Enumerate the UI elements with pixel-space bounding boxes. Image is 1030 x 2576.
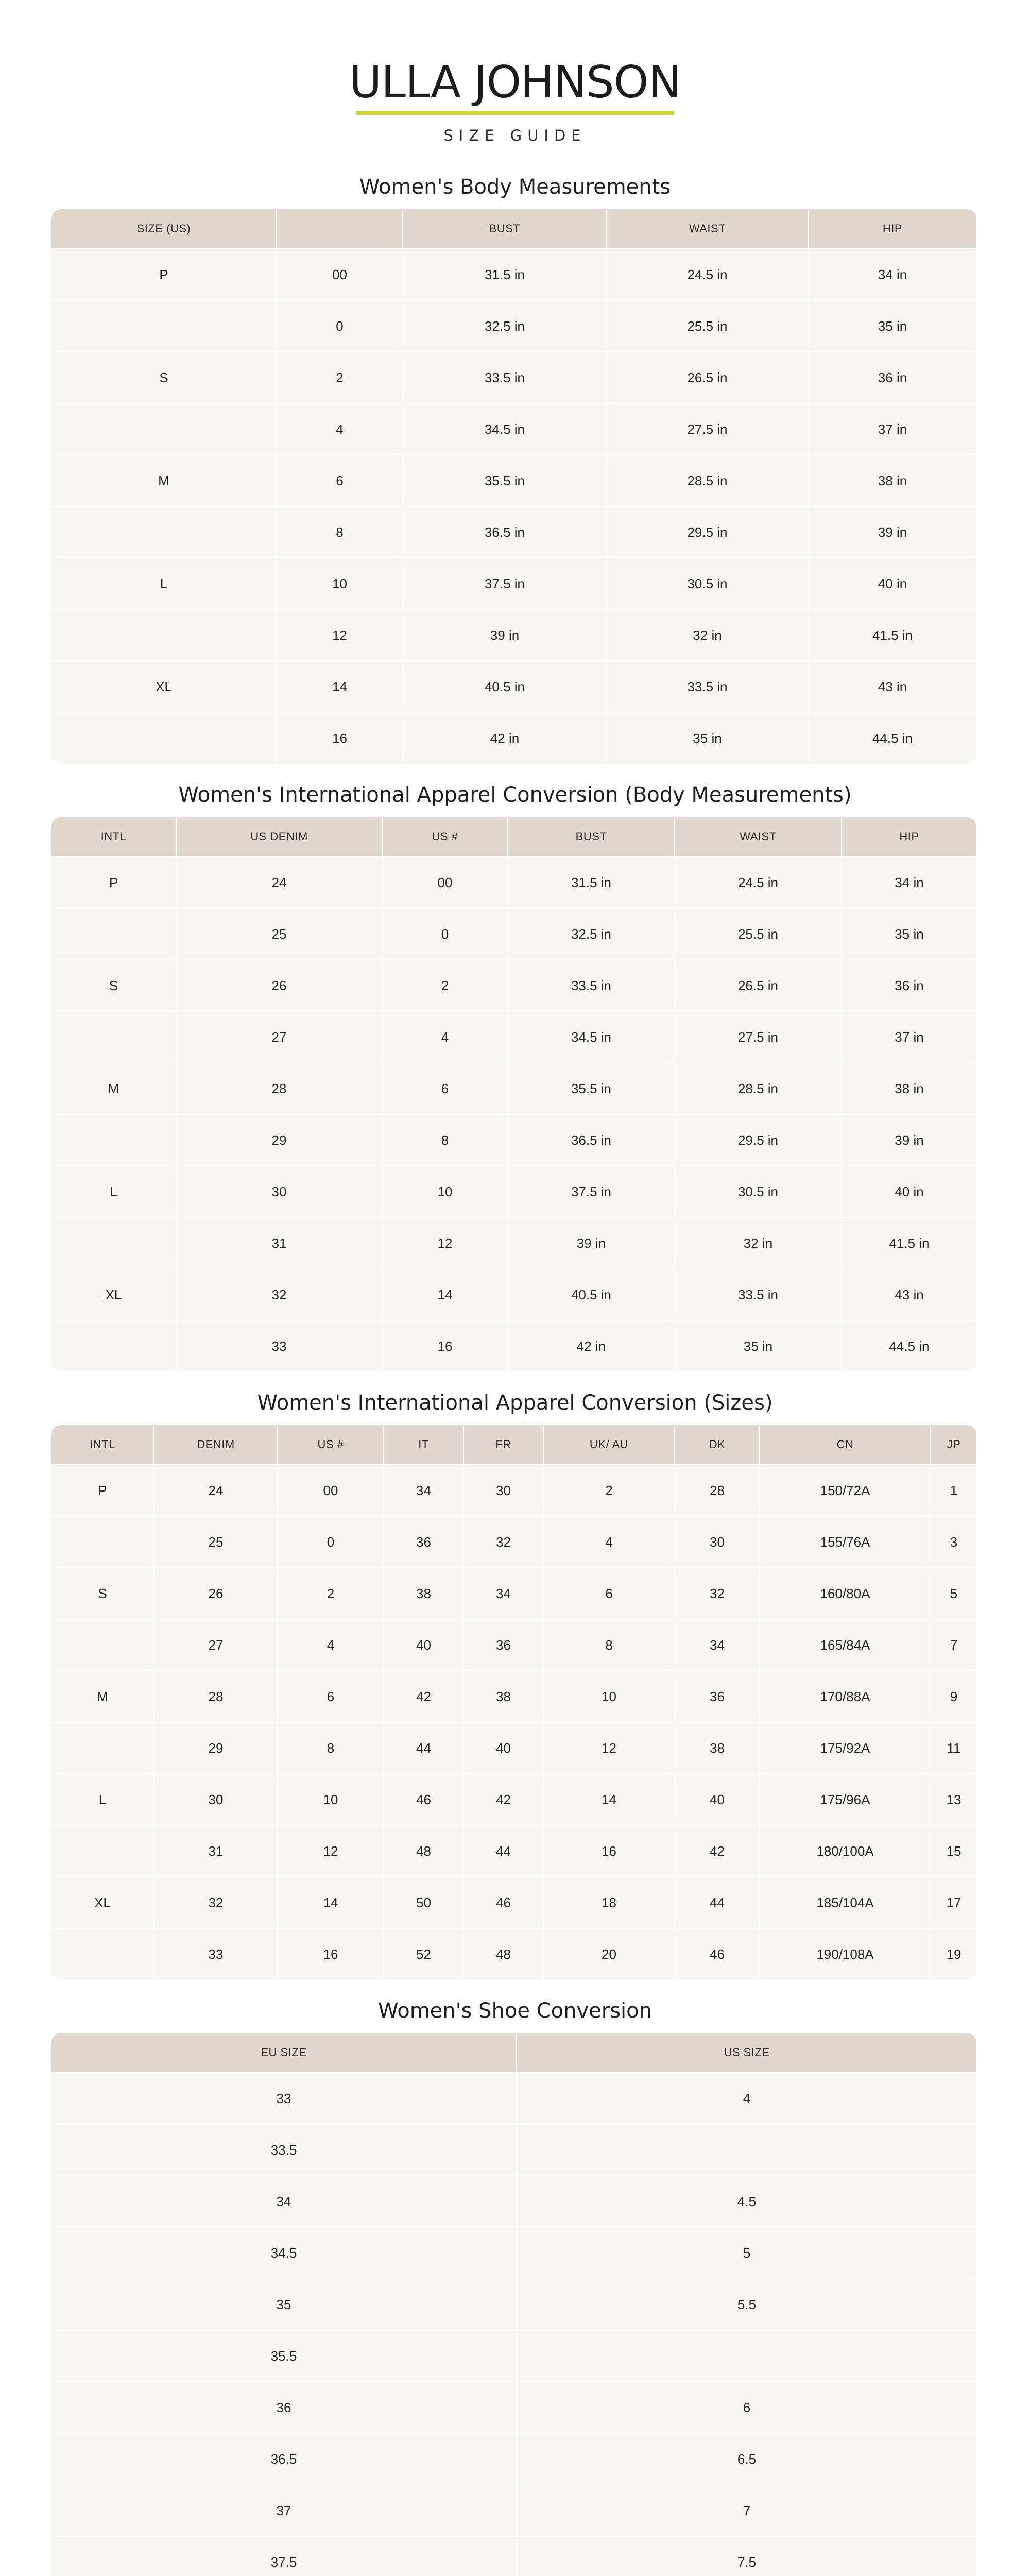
section-title-shoe-conversion: Women's Shoe Conversion bbox=[378, 1999, 652, 2023]
table-cell: 6.5 bbox=[516, 2434, 976, 2484]
table-row bbox=[52, 557, 976, 609]
column-header: WAIST bbox=[606, 209, 808, 248]
table-row bbox=[52, 1825, 976, 1876]
column-header: DK bbox=[674, 1425, 759, 1464]
table-cell: 44 bbox=[383, 1723, 463, 1773]
column-header: US DENIM bbox=[176, 817, 382, 856]
table-cell: 8 bbox=[543, 1620, 674, 1670]
table-header-row bbox=[52, 209, 976, 248]
table-cell: 34 bbox=[383, 1465, 463, 1516]
table-cell: 7.5 bbox=[516, 2537, 976, 2576]
column-header: US SIZE bbox=[516, 2033, 976, 2072]
table-cell: 25.5 in bbox=[674, 909, 841, 959]
table-row bbox=[52, 300, 976, 351]
table-cell: 4 bbox=[276, 404, 402, 454]
table-cell: 14 bbox=[276, 662, 402, 712]
table-cell: 35.5 in bbox=[402, 455, 606, 506]
table-cell: 25 bbox=[176, 909, 382, 959]
table-cell: 40 in bbox=[841, 1166, 976, 1217]
table-cell: 170/88A bbox=[759, 1671, 930, 1722]
table-cell: 12 bbox=[382, 1218, 507, 1268]
table-cell: 00 bbox=[276, 249, 402, 300]
table-intl-sizes bbox=[52, 1425, 976, 1979]
table-row bbox=[52, 1114, 976, 1165]
table-cell: 190/108A bbox=[759, 1929, 930, 1979]
table-cell: 42 bbox=[674, 1826, 759, 1876]
table-cell: 37 in bbox=[841, 1012, 976, 1062]
table-cell: L bbox=[98, 1791, 107, 1807]
table-cell: 32 in bbox=[606, 610, 808, 660]
table-cell: 24.5 in bbox=[606, 249, 808, 300]
table-row bbox=[52, 2433, 976, 2484]
table-row bbox=[52, 2227, 976, 2278]
table-cell: S bbox=[98, 1585, 107, 1601]
table-cell: 10 bbox=[543, 1671, 674, 1722]
table-cell: 16 bbox=[277, 1929, 383, 1979]
table-cell: 34 bbox=[463, 1568, 543, 1619]
table-cell bbox=[52, 1723, 153, 1773]
table-header-row bbox=[52, 1425, 976, 1464]
table-cell: 33.5 in bbox=[507, 960, 674, 1011]
table-row bbox=[52, 454, 976, 506]
table-cell: 41.5 in bbox=[808, 610, 976, 660]
table-cell: 32 bbox=[463, 1517, 543, 1567]
table-cell: 31 bbox=[153, 1826, 277, 1876]
table-cell: 43 in bbox=[808, 662, 976, 712]
table-cell: 36 bbox=[276, 2399, 291, 2415]
table-cell: 36.5 in bbox=[507, 1115, 674, 1165]
table-cell: 37.5 in bbox=[507, 1166, 674, 1217]
table-cell: 42 in bbox=[507, 1321, 674, 1371]
table-cell: 33 bbox=[153, 1929, 277, 1979]
table-cell: 30 bbox=[674, 1517, 759, 1567]
table-row bbox=[52, 1773, 976, 1825]
table-cell: 34 bbox=[276, 2193, 291, 2209]
table-cell: M bbox=[158, 472, 169, 488]
table-row bbox=[52, 1567, 976, 1619]
table-cell: 5.5 bbox=[516, 2279, 976, 2330]
table-cell: 36 in bbox=[841, 960, 976, 1011]
table-cell: 0 bbox=[277, 1517, 383, 1567]
column-header: WAIST bbox=[674, 817, 841, 856]
table-row bbox=[52, 959, 976, 1011]
column-header: INTL bbox=[100, 830, 127, 843]
table-cell bbox=[52, 1218, 176, 1268]
table-row bbox=[52, 1268, 976, 1320]
table-cell: 32 in bbox=[674, 1218, 841, 1268]
table-cell: 4 bbox=[277, 1620, 383, 1670]
table-cell bbox=[52, 301, 276, 351]
table-shoe-conversion bbox=[52, 2033, 976, 2576]
table-cell: 32.5 in bbox=[402, 301, 606, 351]
table-cell: 30 bbox=[176, 1166, 382, 1217]
table-cell: 150/72A bbox=[759, 1465, 930, 1516]
column-header: JP bbox=[930, 1425, 976, 1464]
column-header: US # bbox=[277, 1425, 383, 1464]
table-cell: 0 bbox=[276, 301, 402, 351]
section-title-intl-body-measurements: Women's International Apparel Conversion (Body Measurements) bbox=[178, 783, 852, 807]
table-cell: 34 in bbox=[808, 249, 976, 300]
table-cell: 38 bbox=[383, 1568, 463, 1619]
table-cell: 6 bbox=[543, 1568, 674, 1619]
table-row bbox=[52, 2484, 976, 2536]
table-cell: 38 in bbox=[808, 455, 976, 506]
table-cell: 28 bbox=[153, 1671, 277, 1722]
table-cell: 34.5 in bbox=[402, 404, 606, 454]
table-cell: 24 bbox=[153, 1465, 277, 1516]
table-cell: 34 bbox=[674, 1620, 759, 1670]
table-cell: 37.5 bbox=[270, 2554, 297, 2570]
table-cell: 10 bbox=[276, 558, 402, 609]
table-cell: S bbox=[109, 977, 118, 993]
table-cell: 00 bbox=[382, 857, 507, 908]
table-cell: 39 in bbox=[841, 1115, 976, 1165]
table-cell: 42 bbox=[463, 1774, 543, 1825]
table-cell: 48 bbox=[383, 1826, 463, 1876]
table-cell: 33.5 bbox=[270, 2142, 297, 2158]
table-cell: 28 bbox=[674, 1465, 759, 1516]
table-cell: 2 bbox=[382, 960, 507, 1011]
table-cell: 12 bbox=[276, 610, 402, 660]
table-cell: 14 bbox=[543, 1774, 674, 1825]
table-cell: 20 bbox=[543, 1929, 674, 1979]
table-cell: 33.5 in bbox=[674, 1269, 841, 1320]
table-cell: 7 bbox=[516, 2485, 976, 2536]
table-cell: 0 bbox=[382, 909, 507, 959]
table-cell bbox=[52, 507, 276, 557]
table-cell: 28.5 in bbox=[606, 455, 808, 506]
table-cell: 40 bbox=[674, 1774, 759, 1825]
table-cell: 24 bbox=[176, 857, 382, 908]
table-row bbox=[52, 403, 976, 454]
table-cell: 35 bbox=[276, 2296, 291, 2312]
table-cell: 25 bbox=[153, 1517, 277, 1567]
table-cell: S bbox=[159, 369, 168, 385]
table-row bbox=[52, 1516, 976, 1567]
table-cell bbox=[52, 1620, 153, 1670]
table-cell: 19 bbox=[930, 1929, 976, 1979]
table-cell: 175/92A bbox=[759, 1723, 930, 1773]
table-row bbox=[52, 1217, 976, 1268]
column-header: BUST bbox=[507, 817, 674, 856]
table-cell: 42 in bbox=[402, 713, 606, 764]
table-cell: 27.5 in bbox=[606, 404, 808, 454]
table-header-row bbox=[52, 2033, 976, 2072]
table-row bbox=[52, 660, 976, 712]
table-cell: 175/96A bbox=[759, 1774, 930, 1825]
table-cell: 29.5 in bbox=[606, 507, 808, 557]
table-cell: 15 bbox=[930, 1826, 976, 1876]
table-cell: 37 in bbox=[808, 404, 976, 454]
table-row bbox=[52, 1011, 976, 1062]
table-row bbox=[52, 609, 976, 660]
table-cell: 2 bbox=[543, 1465, 674, 1516]
table-cell: 4 bbox=[516, 2073, 976, 2124]
column-header: HIP bbox=[841, 817, 976, 856]
table-cell: 34.5 bbox=[270, 2245, 297, 2261]
table-intl-body-measurements bbox=[52, 817, 976, 1371]
table-cell: 46 bbox=[383, 1774, 463, 1825]
table-cell: 16 bbox=[276, 713, 402, 764]
table-cell: 2 bbox=[276, 352, 402, 403]
table-row bbox=[52, 1165, 976, 1217]
table-cell: 12 bbox=[543, 1723, 674, 1773]
page-header bbox=[0, 0, 1030, 165]
table-row bbox=[52, 712, 976, 764]
table-cell bbox=[516, 2125, 976, 2175]
table-cell: 35.5 in bbox=[507, 1063, 674, 1114]
table-cell: 36 bbox=[383, 1517, 463, 1567]
table-cell: 44 bbox=[463, 1826, 543, 1876]
table-cell: 37 bbox=[276, 2502, 291, 2518]
table-cell: 26 bbox=[176, 960, 382, 1011]
table-cell: P bbox=[98, 1482, 107, 1498]
table-cell: 36.5 bbox=[270, 2451, 297, 2467]
table-cell: 33.5 in bbox=[606, 662, 808, 712]
table-row bbox=[52, 1928, 976, 1979]
table-cell: 35 in bbox=[841, 909, 976, 959]
table-row bbox=[52, 1320, 976, 1371]
table-cell: 11 bbox=[930, 1723, 976, 1773]
table-cell: 50 bbox=[383, 1877, 463, 1928]
table-cell: M bbox=[97, 1688, 108, 1704]
column-header: EU SIZE bbox=[261, 2046, 307, 2059]
table-cell: 31 bbox=[176, 1218, 382, 1268]
table-cell bbox=[52, 1321, 176, 1371]
table-cell bbox=[52, 909, 176, 959]
table-cell: 41.5 in bbox=[841, 1218, 976, 1268]
table-row bbox=[52, 1062, 976, 1114]
table-row bbox=[52, 248, 976, 300]
table-cell: 27 bbox=[153, 1620, 277, 1670]
table-cell: 4.5 bbox=[516, 2176, 976, 2227]
table-cell: 14 bbox=[382, 1269, 507, 1320]
table-cell: 26 bbox=[153, 1568, 277, 1619]
table-row bbox=[52, 908, 976, 959]
table-cell: 36.5 in bbox=[402, 507, 606, 557]
table-cell: 42 bbox=[383, 1671, 463, 1722]
table-cell: 48 bbox=[463, 1929, 543, 1979]
table-cell: 25.5 in bbox=[606, 301, 808, 351]
table-cell: 35 in bbox=[808, 301, 976, 351]
table-cell bbox=[52, 610, 276, 660]
table-cell: 40 bbox=[463, 1723, 543, 1773]
table-row bbox=[52, 1619, 976, 1670]
table-row bbox=[52, 1670, 976, 1722]
table-cell: 00 bbox=[277, 1465, 383, 1516]
table-cell: 18 bbox=[543, 1877, 674, 1928]
table-cell: 3 bbox=[930, 1517, 976, 1567]
table-cell: 29.5 in bbox=[674, 1115, 841, 1165]
table-cell: 37.5 in bbox=[402, 558, 606, 609]
table-cell bbox=[52, 1929, 153, 1979]
table-cell: 40.5 in bbox=[402, 662, 606, 712]
table-body-measurements bbox=[52, 209, 976, 764]
brand-logo: ULLA JOHNSON bbox=[349, 57, 681, 108]
column-header: CN bbox=[759, 1425, 930, 1464]
table-cell bbox=[52, 1115, 176, 1165]
table-cell: L bbox=[160, 575, 168, 591]
table-cell: 33.5 in bbox=[402, 352, 606, 403]
table-cell: XL bbox=[94, 1894, 111, 1910]
table-cell: 40 bbox=[383, 1620, 463, 1670]
table-cell: 30.5 in bbox=[674, 1166, 841, 1217]
column-header: US # bbox=[382, 817, 507, 856]
table-cell: 180/100A bbox=[759, 1826, 930, 1876]
table-row bbox=[52, 2381, 976, 2433]
table-cell: P bbox=[159, 266, 168, 282]
table-row bbox=[52, 2330, 976, 2381]
column-header bbox=[276, 209, 402, 248]
table-cell: 35.5 bbox=[270, 2348, 297, 2364]
section-title-intl-sizes: Women's International Apparel Conversion (Sizes) bbox=[257, 1391, 773, 1415]
section-title-body-measurements: Women's Body Measurements bbox=[359, 175, 671, 199]
table-cell: 27 bbox=[176, 1012, 382, 1062]
table-cell: 14 bbox=[277, 1877, 383, 1928]
table-cell: 29 bbox=[153, 1723, 277, 1773]
table-cell: 17 bbox=[930, 1877, 976, 1928]
table-cell bbox=[516, 2331, 976, 2381]
table-row bbox=[52, 1464, 976, 1516]
table-cell: 34 in bbox=[841, 857, 976, 908]
table-row bbox=[52, 351, 976, 403]
column-header: BUST bbox=[402, 209, 606, 248]
column-header: SIZE (US) bbox=[136, 222, 191, 235]
table-cell: 32 bbox=[176, 1269, 382, 1320]
table-cell: 8 bbox=[277, 1723, 383, 1773]
table-cell: 2 bbox=[277, 1568, 383, 1619]
table-cell: 33 bbox=[276, 2090, 291, 2106]
table-cell: 43 in bbox=[841, 1269, 976, 1320]
table-cell: 7 bbox=[930, 1620, 976, 1670]
table-cell: XL bbox=[156, 679, 172, 694]
table-cell: 6 bbox=[276, 455, 402, 506]
table-cell: 5 bbox=[516, 2228, 976, 2278]
table-cell bbox=[52, 404, 276, 454]
table-cell: 16 bbox=[543, 1826, 674, 1876]
table-cell: 30 bbox=[153, 1774, 277, 1825]
table-row bbox=[52, 2124, 976, 2175]
table-cell bbox=[52, 713, 276, 764]
table-cell: P bbox=[109, 874, 118, 890]
table-cell: 35 in bbox=[606, 713, 808, 764]
table-cell: 10 bbox=[382, 1166, 507, 1217]
table-cell: 39 in bbox=[507, 1218, 674, 1268]
table-cell: 36 bbox=[463, 1620, 543, 1670]
table-cell bbox=[52, 1826, 153, 1876]
table-cell: 8 bbox=[276, 507, 402, 557]
table-cell: 32 bbox=[153, 1877, 277, 1928]
table-cell: 38 bbox=[463, 1671, 543, 1722]
table-row bbox=[52, 856, 976, 908]
table-cell: 9 bbox=[930, 1671, 976, 1722]
table-cell: 36 in bbox=[808, 352, 976, 403]
table-cell: 44 bbox=[674, 1877, 759, 1928]
table-cell: 40.5 in bbox=[507, 1269, 674, 1320]
column-header: HIP bbox=[808, 209, 976, 248]
table-cell: 30 bbox=[463, 1465, 543, 1516]
table-row bbox=[52, 506, 976, 557]
table-cell: 4 bbox=[382, 1012, 507, 1062]
table-header-row bbox=[52, 817, 976, 856]
table-cell: 44.5 in bbox=[808, 713, 976, 764]
table-cell: 5 bbox=[930, 1568, 976, 1619]
table-cell: 39 in bbox=[808, 507, 976, 557]
table-cell: 16 bbox=[382, 1321, 507, 1371]
table-cell: 38 bbox=[674, 1723, 759, 1773]
table-cell: L bbox=[110, 1183, 117, 1199]
table-cell: XL bbox=[105, 1286, 122, 1302]
table-cell: 185/104A bbox=[759, 1877, 930, 1928]
table-cell: 6 bbox=[516, 2382, 976, 2433]
table-cell: 24.5 in bbox=[674, 857, 841, 908]
table-cell: 46 bbox=[674, 1929, 759, 1979]
table-cell: 52 bbox=[383, 1929, 463, 1979]
table-cell: 39 in bbox=[402, 610, 606, 660]
table-cell: 155/76A bbox=[759, 1517, 930, 1567]
table-row bbox=[52, 2536, 976, 2576]
table-cell: 36 bbox=[674, 1671, 759, 1722]
column-header: DENIM bbox=[153, 1425, 277, 1464]
table-cell: 29 bbox=[176, 1115, 382, 1165]
table-cell: 32 bbox=[674, 1568, 759, 1619]
table-cell: 26.5 in bbox=[674, 960, 841, 1011]
table-cell bbox=[52, 1012, 176, 1062]
table-cell: 28 bbox=[176, 1063, 382, 1114]
table-cell: 38 in bbox=[841, 1063, 976, 1114]
table-cell: 28.5 in bbox=[674, 1063, 841, 1114]
table-cell: 27.5 in bbox=[674, 1012, 841, 1062]
table-cell: 26.5 in bbox=[606, 352, 808, 403]
table-cell: 6 bbox=[277, 1671, 383, 1722]
column-header: INTL bbox=[90, 1438, 115, 1451]
table-cell: 32.5 in bbox=[507, 909, 674, 959]
table-cell: 4 bbox=[543, 1517, 674, 1567]
page-subtitle: SIZE GUIDE bbox=[443, 127, 587, 144]
table-cell: 6 bbox=[382, 1063, 507, 1114]
column-header: IT bbox=[383, 1425, 463, 1464]
table-row bbox=[52, 2278, 976, 2330]
table-cell: 13 bbox=[930, 1774, 976, 1825]
table-cell: 46 bbox=[463, 1877, 543, 1928]
table-cell: 1 bbox=[930, 1465, 976, 1516]
table-cell: 31.5 in bbox=[402, 249, 606, 300]
table-cell: 12 bbox=[277, 1826, 383, 1876]
brand-underline bbox=[356, 111, 674, 115]
table-cell: 44.5 in bbox=[841, 1321, 976, 1371]
table-cell: 30.5 in bbox=[606, 558, 808, 609]
table-row bbox=[52, 2175, 976, 2227]
table-cell: 33 bbox=[176, 1321, 382, 1371]
table-cell: 160/80A bbox=[759, 1568, 930, 1619]
table-cell: M bbox=[108, 1080, 119, 1096]
table-cell: 31.5 in bbox=[507, 857, 674, 908]
table-cell: 34.5 in bbox=[507, 1012, 674, 1062]
table-row bbox=[52, 1876, 976, 1928]
table-cell: 10 bbox=[277, 1774, 383, 1825]
table-cell: 8 bbox=[382, 1115, 507, 1165]
table-row bbox=[52, 1722, 976, 1773]
table-cell: 40 in bbox=[808, 558, 976, 609]
table-cell bbox=[52, 1517, 153, 1567]
table-cell: 35 in bbox=[674, 1321, 841, 1371]
column-header: UK/ AU bbox=[543, 1425, 674, 1464]
table-cell: 165/84A bbox=[759, 1620, 930, 1670]
table-row bbox=[52, 2072, 976, 2124]
column-header: FR bbox=[463, 1425, 543, 1464]
